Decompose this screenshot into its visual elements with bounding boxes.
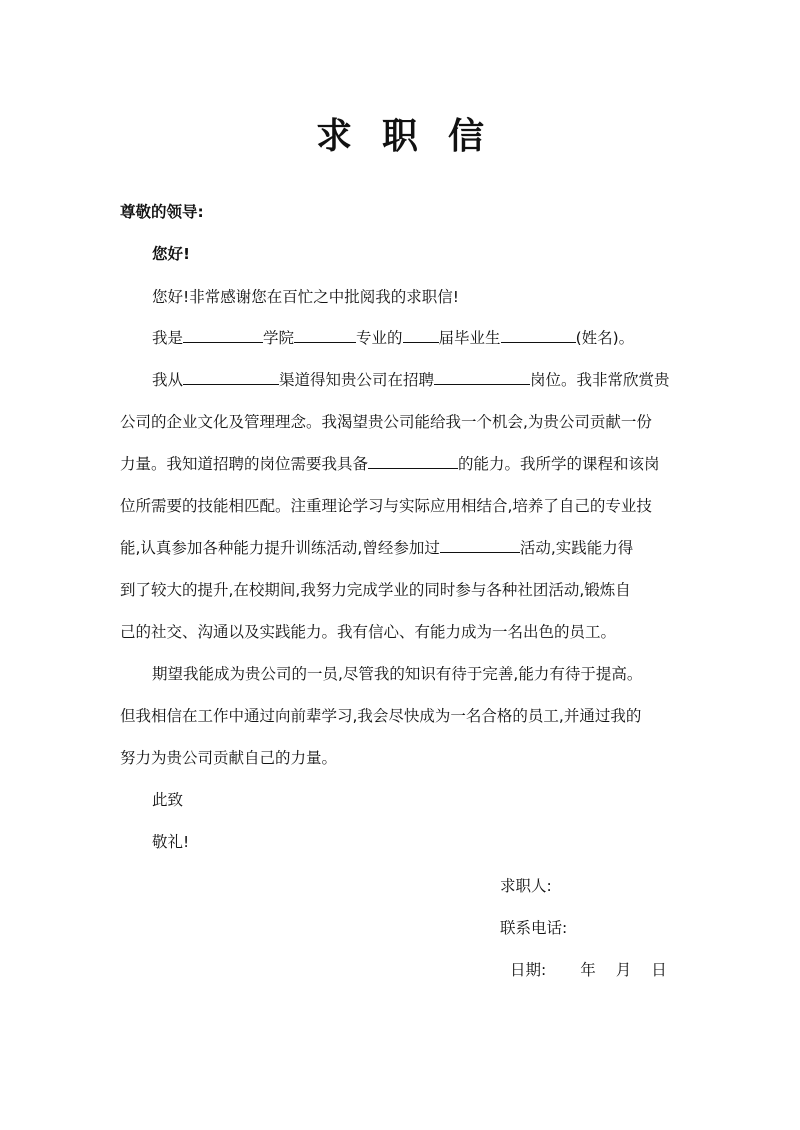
paragraph-thanks: 您好!非常感谢您在百忙之中批阅我的求职信! bbox=[152, 288, 459, 306]
paragraph-main-line-2: 公司的企业文化及管理理念。我渴望贵公司能给我一个机会,为贵公司贡献一份 bbox=[120, 413, 652, 431]
closing-regards: 此致 bbox=[152, 791, 184, 809]
date-month: 月 bbox=[615, 961, 632, 979]
major-blank[interactable] bbox=[294, 327, 356, 343]
salutation: 尊敬的领导: bbox=[120, 203, 204, 221]
closing-salute: 敬礼! bbox=[152, 833, 190, 851]
ability-blank[interactable] bbox=[368, 453, 458, 469]
main-text-4: 力量。我知道招聘的岗位需要我具备 bbox=[120, 455, 369, 473]
paragraph-hope-line-2: 但我相信在工作中通过向前辈学习,我会尽快成为一名合格的员工,并通过我的 bbox=[120, 707, 642, 725]
paragraph-main-line-1 bbox=[152, 368, 722, 392]
intro-text-4: 届毕业生 bbox=[438, 329, 501, 347]
graduation-year-blank[interactable] bbox=[403, 327, 439, 343]
date-label: 日期: bbox=[510, 961, 547, 979]
date-day: 日 bbox=[651, 961, 667, 979]
date-year: 年 bbox=[580, 961, 596, 979]
main-text-5: 的能力。我所学的课程和该岗 bbox=[458, 455, 660, 473]
paragraph-intro bbox=[152, 326, 722, 350]
channel-blank[interactable] bbox=[183, 369, 279, 385]
activity-blank[interactable] bbox=[440, 537, 520, 553]
intro-text-5: (姓名)。 bbox=[575, 329, 635, 347]
greeting: 您好! bbox=[152, 245, 191, 263]
intro-text-3: 专业的 bbox=[356, 329, 403, 347]
paragraph-hope-line-1: 期望我能成为贵公司的一员,尽管我的知识有待于完善,能力有待于提高。 bbox=[152, 665, 643, 683]
name-blank[interactable] bbox=[501, 327, 576, 343]
paragraph-hope-line-3: 努力为贵公司贡献自己的力量。 bbox=[120, 749, 338, 767]
position-blank[interactable] bbox=[434, 369, 530, 385]
main-text-6: 能,认真参加各种能力提升训练活动,曾经参加过 bbox=[120, 539, 440, 557]
paragraph-main-line-3 bbox=[120, 452, 690, 476]
intro-text-2: 学院 bbox=[263, 329, 295, 347]
document-title: 求职信 bbox=[315, 115, 514, 157]
main-text-7: 活动,实践能力得 bbox=[519, 539, 634, 557]
date-line bbox=[510, 958, 710, 982]
paragraph-main-line-5 bbox=[120, 536, 690, 560]
applicant-label: 求职人: bbox=[500, 877, 552, 895]
paragraph-main-line-4: 位所需要的技能相匹配。注重理论学习与实际应用相结合,培养了自己的专业技 bbox=[120, 497, 652, 515]
phone-label: 联系电话: bbox=[500, 919, 568, 937]
main-text-3: 岗位。我非常欣赏贵 bbox=[530, 371, 670, 389]
main-text-2: 渠道得知贵公司在招聘 bbox=[279, 371, 435, 389]
college-blank[interactable] bbox=[183, 327, 263, 343]
paragraph-main-line-6: 到了较大的提升,在校期间,我努力完成学业的同时参与各种社团活动,锻炼自 bbox=[120, 581, 631, 599]
intro-text-1: 我是 bbox=[152, 329, 184, 347]
paragraph-main-line-7: 己的社交、沟通以及实践能力。我有信心、有能力成为一名出色的员工。 bbox=[120, 623, 617, 641]
main-text-1: 我从 bbox=[152, 371, 184, 389]
